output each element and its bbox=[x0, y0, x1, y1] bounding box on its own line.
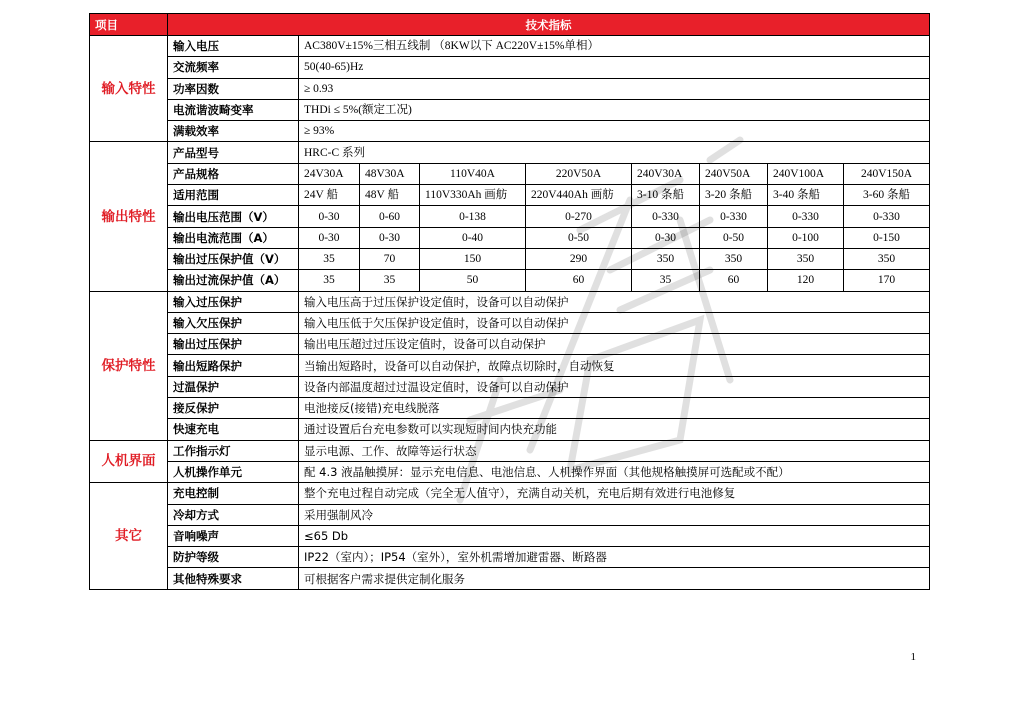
value-cell: 35 bbox=[632, 270, 700, 291]
table-row bbox=[90, 419, 930, 440]
table-row bbox=[90, 568, 930, 589]
table-row bbox=[90, 483, 930, 504]
value-cell: 120 bbox=[768, 270, 844, 291]
value-cell: 0-138 bbox=[420, 206, 526, 227]
row-value: AC380V±15%三相五线制 （8KW以下 AC220V±15%单相） bbox=[299, 36, 930, 57]
table-row bbox=[90, 36, 930, 57]
value-cell: 0-270 bbox=[526, 206, 632, 227]
header-item: 项目 bbox=[90, 14, 168, 36]
spec-cell: 240V100A bbox=[768, 163, 844, 184]
table-row bbox=[90, 163, 930, 184]
row-value: 整个充电过程自动完成（完全无人值守），充满自动关机，充电后期有效进行电池修复 bbox=[299, 483, 930, 504]
table-row bbox=[90, 461, 930, 482]
row-label: 防护等级 bbox=[168, 547, 299, 568]
row-label: 过温保护 bbox=[168, 376, 299, 397]
value-cell: 0-50 bbox=[700, 227, 768, 248]
row-value: 采用强制风冷 bbox=[299, 504, 930, 525]
value-cell: 0-330 bbox=[700, 206, 768, 227]
row-label: 输出电压范围（V） bbox=[168, 206, 299, 227]
scope-cell: 3-10 条船 bbox=[632, 185, 700, 206]
row-value: 设备内部温度超过过温设定值时，设备可以自动保护 bbox=[299, 376, 930, 397]
value-cell: 0-330 bbox=[844, 206, 930, 227]
row-label: 电流谐波畸变率 bbox=[168, 99, 299, 120]
row-label: 输出电流范围（A） bbox=[168, 227, 299, 248]
value-cell: 0-30 bbox=[299, 206, 360, 227]
row-value: 可根据客户需求提供定制化服务 bbox=[299, 568, 930, 589]
table-row bbox=[90, 355, 930, 376]
table-row bbox=[90, 185, 930, 206]
value-cell: 0-100 bbox=[768, 227, 844, 248]
table-row bbox=[90, 312, 930, 333]
row-label: 人机操作单元 bbox=[168, 461, 299, 482]
value-cell: 0-330 bbox=[632, 206, 700, 227]
value-cell: 150 bbox=[420, 248, 526, 269]
value-cell: 290 bbox=[526, 248, 632, 269]
scope-cell: 3-20 条船 bbox=[700, 185, 768, 206]
table-row bbox=[90, 525, 930, 546]
spec-cell: 110V40A bbox=[420, 163, 526, 184]
row-label: 输出短路保护 bbox=[168, 355, 299, 376]
scope-cell: 3-40 条船 bbox=[768, 185, 844, 206]
row-value: HRC-C 系列 bbox=[299, 142, 930, 163]
table-row bbox=[90, 99, 930, 120]
row-value: 显示电源、工作、故障等运行状态 bbox=[299, 440, 930, 461]
table-row bbox=[90, 206, 930, 227]
value-cell: 350 bbox=[844, 248, 930, 269]
scope-cell: 110V330Ah 画舫 bbox=[420, 185, 526, 206]
row-label: 接反保护 bbox=[168, 398, 299, 419]
row-value: 当输出短路时，设备可以自动保护，故障点切除时，自动恢复 bbox=[299, 355, 930, 376]
value-cell: 0-330 bbox=[768, 206, 844, 227]
row-label: 其他特殊要求 bbox=[168, 568, 299, 589]
value-cell: 350 bbox=[700, 248, 768, 269]
table-row bbox=[90, 57, 930, 78]
row-label: 产品型号 bbox=[168, 142, 299, 163]
row-value: 输入电压低于欠压保护设定值时，设备可以自动保护 bbox=[299, 312, 930, 333]
value-cell: 0-40 bbox=[420, 227, 526, 248]
table-row bbox=[90, 334, 930, 355]
category-other: 其它 bbox=[90, 483, 168, 589]
value-cell: 0-60 bbox=[360, 206, 420, 227]
scope-cell: 220V440Ah 画舫 bbox=[526, 185, 632, 206]
row-label: 产品规格 bbox=[168, 163, 299, 184]
value-cell: 60 bbox=[526, 270, 632, 291]
spec-cell: 240V50A bbox=[700, 163, 768, 184]
category-protection: 保护特性 bbox=[90, 291, 168, 440]
row-label: 输入欠压保护 bbox=[168, 312, 299, 333]
table-row bbox=[90, 376, 930, 397]
scope-cell: 3-60 条船 bbox=[844, 185, 930, 206]
table-row bbox=[90, 248, 930, 269]
header-spec: 技术指标 bbox=[168, 14, 930, 36]
table-row bbox=[90, 440, 930, 461]
row-label: 输出过压保护 bbox=[168, 334, 299, 355]
value-cell: 35 bbox=[299, 248, 360, 269]
spec-cell: 24V30A bbox=[299, 163, 360, 184]
table-row bbox=[90, 121, 930, 142]
row-label: 功率因数 bbox=[168, 78, 299, 99]
page-number: 1 bbox=[910, 651, 916, 663]
value-cell: 350 bbox=[768, 248, 844, 269]
value-cell: 70 bbox=[360, 248, 420, 269]
row-label: 充电控制 bbox=[168, 483, 299, 504]
spec-cell: 240V150A bbox=[844, 163, 930, 184]
category-output: 输出特性 bbox=[90, 142, 168, 291]
row-value: 输出电压超过过压设定值时，设备可以自动保护 bbox=[299, 334, 930, 355]
scope-cell: 24V 船 bbox=[299, 185, 360, 206]
table-row bbox=[90, 504, 930, 525]
value-cell: 350 bbox=[632, 248, 700, 269]
value-cell: 0-150 bbox=[844, 227, 930, 248]
row-value: ≤65 Db bbox=[299, 525, 930, 546]
table-row bbox=[90, 547, 930, 568]
spec-table bbox=[89, 13, 930, 590]
row-label: 输出过压保护值（V） bbox=[168, 248, 299, 269]
table-row bbox=[90, 78, 930, 99]
row-label: 快速充电 bbox=[168, 419, 299, 440]
row-label: 满载效率 bbox=[168, 121, 299, 142]
row-value: 配 4.3 液晶触摸屏：显示充电信息、电池信息、人机操作界面（其他规格触摸屏可选配或不配） bbox=[299, 461, 930, 482]
value-cell: 0-30 bbox=[360, 227, 420, 248]
table-row bbox=[90, 398, 930, 419]
category-hmi: 人机界面 bbox=[90, 440, 168, 483]
row-label: 音响噪声 bbox=[168, 525, 299, 546]
value-cell: 0-30 bbox=[299, 227, 360, 248]
row-label: 输出过流保护值（A） bbox=[168, 270, 299, 291]
row-value: 通过设置后台充电参数可以实现短时间内快充功能 bbox=[299, 419, 930, 440]
value-cell: 35 bbox=[299, 270, 360, 291]
row-value: THDi ≤ 5%(额定工况) bbox=[299, 99, 930, 120]
table-row bbox=[90, 291, 930, 312]
value-cell: 170 bbox=[844, 270, 930, 291]
row-label: 输入过压保护 bbox=[168, 291, 299, 312]
value-cell: 0-30 bbox=[632, 227, 700, 248]
row-value: 50(40-65)Hz bbox=[299, 57, 930, 78]
table-row bbox=[90, 142, 930, 163]
header-row bbox=[90, 14, 930, 36]
spec-cell: 220V50A bbox=[526, 163, 632, 184]
row-label: 冷却方式 bbox=[168, 504, 299, 525]
spec-cell: 240V30A bbox=[632, 163, 700, 184]
row-label: 输入电压 bbox=[168, 36, 299, 57]
row-value: 输入电压高于过压保护设定值时，设备可以自动保护 bbox=[299, 291, 930, 312]
row-value: ≥ 93% bbox=[299, 121, 930, 142]
category-input: 输入特性 bbox=[90, 36, 168, 142]
row-value: 电池接反(接错)充电线脱落 bbox=[299, 398, 930, 419]
value-cell: 50 bbox=[420, 270, 526, 291]
value-cell: 35 bbox=[360, 270, 420, 291]
row-label: 交流频率 bbox=[168, 57, 299, 78]
row-value: IP22（室内）；IP54（室外），室外机需增加避雷器、断路器 bbox=[299, 547, 930, 568]
table-row bbox=[90, 270, 930, 291]
row-label: 适用范围 bbox=[168, 185, 299, 206]
row-value: ≥ 0.93 bbox=[299, 78, 930, 99]
value-cell: 60 bbox=[700, 270, 768, 291]
value-cell: 0-50 bbox=[526, 227, 632, 248]
scope-cell: 48V 船 bbox=[360, 185, 420, 206]
row-label: 工作指示灯 bbox=[168, 440, 299, 461]
table-row bbox=[90, 227, 930, 248]
spec-cell: 48V30A bbox=[360, 163, 420, 184]
